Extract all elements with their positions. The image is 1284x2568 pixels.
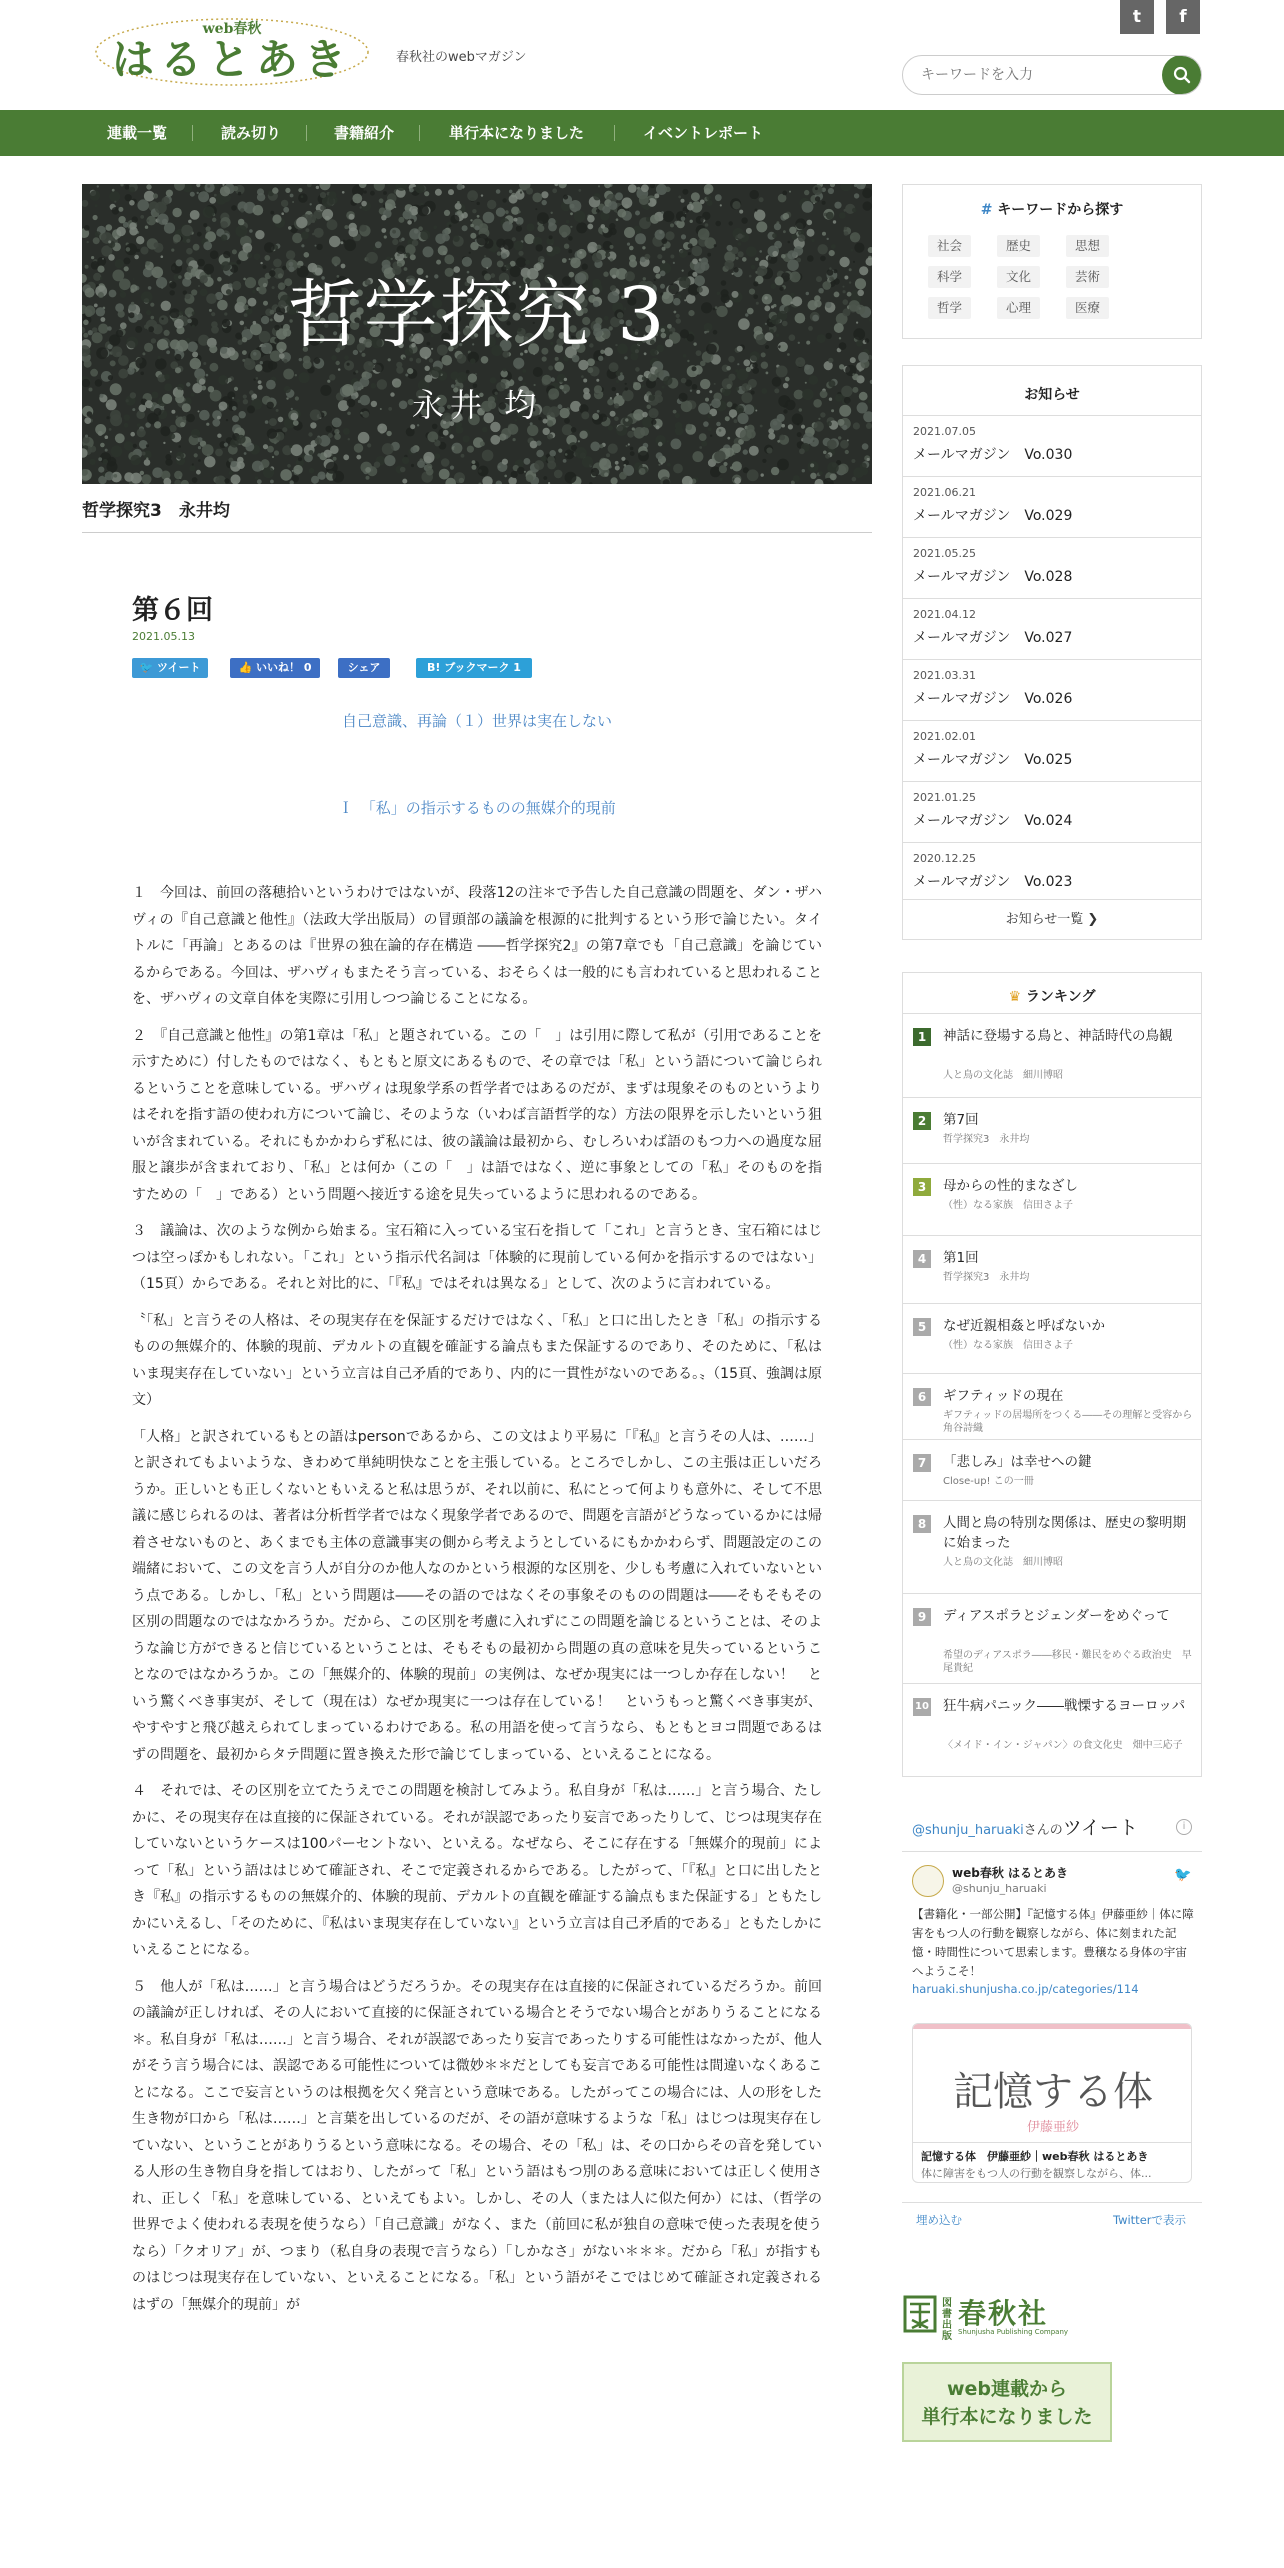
nav-published-books[interactable]: 単行本になりました (449, 124, 585, 142)
nav-event-report[interactable]: イベントレポート (643, 124, 764, 142)
quote-paragraph: 〝「私」と言うその人格は、その現実存在を保証するだけではなく、「私」と口に出したとき「私」の指示するものの無媒介的、体験的現前、デカルトの直観を確証する論点もまた保証するのであり、そのために、「私はいま現実存在していない」という立言は自己矛盾的であり、内的に一貫性がないのである。〟（15頁、強調は原文） (132, 1312, 822, 1408)
card-book-author: 伊藤亜紗 (1026, 2120, 1079, 2135)
site-tagline: 春秋社のwebマガジン (396, 50, 527, 65)
ranking-item[interactable] (903, 1235, 1201, 1303)
divider (902, 2202, 1202, 2203)
ranking-panel (902, 972, 1202, 1777)
ranking-title: 狂牛病パニック――戦慄するヨーロッパ (943, 1698, 1186, 1714)
hero-author: 永井 均 (411, 386, 543, 424)
news-date: 2020.12.25 (913, 852, 976, 865)
news-item[interactable] (903, 781, 1201, 842)
news-item[interactable] (903, 598, 1201, 659)
search-icon (1173, 66, 1191, 84)
nav-divider (306, 125, 307, 141)
banner-line-2: 単行本になりました (921, 2406, 1093, 2428)
global-nav (0, 110, 1284, 156)
nav-divider (614, 125, 615, 141)
news-panel (902, 365, 1202, 940)
view-on-twitter-link[interactable]: Twitterで表示 (1112, 2213, 1186, 2227)
card-caption-title: 記憶する体 伊藤亜紗｜web春秋 はるとあき (921, 2150, 1149, 2163)
ranking-title: ギフティッドの現在 (943, 1388, 1064, 1404)
ranking-item[interactable] (903, 1439, 1201, 1500)
news-title: メールマガジン Vo.029 (913, 508, 1073, 524)
tweet-text: 【書籍化・一部公開】『記憶する体』伊藤亜紗｜体に障害をもつ人の行動を観察しながら、体に刻まれた記憶・時間性について思索します。豊穣なる身体の宇宙へようこそ！ (912, 1907, 1194, 1978)
news-date: 2021.03.31 (913, 669, 976, 682)
keyword-tag[interactable]: 社会 (928, 235, 971, 257)
search-input[interactable] (903, 56, 1161, 94)
ranking-meta: 人と鳥の文化誌 細川博昭 (943, 1557, 1063, 1568)
hatena-bookmark-button[interactable]: B! ブックマーク 1 (416, 658, 532, 678)
twitter-bird-icon: 🐦 (139, 661, 154, 674)
nav-one-shot[interactable]: 読み切り (221, 124, 282, 142)
article-subheading: 自己意識、再論（１）世界は実在しない (341, 712, 612, 730)
site-logo[interactable] (92, 14, 372, 88)
avatar[interactable] (912, 1865, 944, 1897)
ranking-meta: 人と鳥の文化誌 細川博昭 (943, 1070, 1063, 1081)
ranking-number: 3 (913, 1178, 931, 1196)
hero-image (82, 184, 872, 484)
hero-title: 哲学探究 3 (287, 272, 667, 358)
publisher-roman: Shunjusha Publishing Company (958, 2328, 1069, 2336)
series-title: 哲学探究3 永井均 (82, 501, 230, 521)
info-icon[interactable]: i (1176, 1819, 1192, 1835)
paragraph: ２ 『自己意識と他性』の第1章は「私」と題されている。この「 」は引用に際して私が（引用であることを示すために）付したものではなく、もともと原文にあるもので、その章では「私」という語について論じられるということを意味している。ザハヴィは現象学系の哲学者ではあるのだが、まずは現象そのものというよりはそれを指す語の使われ方について論じ、そのような（いわば言語哲学的な）方法の限界を示したいという狙いが含まれている。それにもかかわらず私には、彼の議論は最初から、むしろいわば語のもつ力への過度な屈服と譲歩が含まれており、「私」とは何か（この「 」は語ではなく、逆に事象としての「私」そのものを指すための「 」である）という問題へ接近する途を見失っているように思われるのである。 (132, 1027, 822, 1203)
ranking-title: ディアスポラとジェンダーをめぐって (943, 1608, 1170, 1624)
nav-book-reviews[interactable]: 書籍紹介 (334, 124, 395, 142)
publisher-small-text: 図書出版 (942, 2298, 952, 2342)
news-item[interactable] (903, 659, 1201, 720)
ranking-number: 9 (913, 1608, 931, 1626)
divider (913, 2142, 1192, 2143)
ranking-item[interactable] (903, 1013, 1201, 1097)
ranking-number: 7 (913, 1454, 931, 1472)
news-item[interactable] (903, 415, 1201, 476)
card-book-title: 記憶する体 (953, 2069, 1153, 2115)
card-caption-text: 体に障害をもつ人の行動を観察しながら、体... (921, 2167, 1152, 2180)
news-date: 2021.04.12 (913, 608, 976, 621)
timeline-header: @shunju_haruakiさんのツイート (912, 1817, 1138, 1839)
ranking-item[interactable] (903, 1683, 1201, 1776)
nav-divider (192, 125, 193, 141)
tweet-button[interactable] (132, 658, 208, 678)
crown-icon: ♛ (1008, 989, 1022, 1005)
paragraph: 「人格」と訳されているもとの語はpersonであるから、この文はより平易に「『私』と言うその人は、……」と訳されてもよいような、きわめて単純明快なことを主張している。ところでしかし、この主張は正しいだろうか。正しいとも正しくないともいえると私は思うが、それ以前に、私にとって何よりも意外に、そして不思議に感じられるのは、著者は分析哲学者ではなく現象学者であるので、問題を言語がどうなっているかには帰着させないものと、あくまでも主体の意識事実の側から考えようとしているにもかかわらず、問題設定のこの端緒において、この文を言う人が自分のか他人なのかという根源的な区別を、少しも考慮に入れていないという点である。しかし、「私」という問題は――その語のではなくその事象そのものの問題は――そもそもその区別の問題なのではなかろうか。だから、この区別を考慮に入れずにこの問題を論じるということは、そのような論じ方ができると信じているということは、そもそもの最初から問題の真の意味を見失っているということなのではなかろうか。この「無媒介的、体験的現前」の実例は、なぜか現実には一つしか存在しない！ という驚くべき事実が、そして（現在は）なぜか現実に一つは存在している！ というもっと驚くべき事実が、やすやすと飛び越えられてしまっているわけである。私の用語を使って言うなら、もともとヨコ問題であるはずの問題を、最初からタテ問題に置き換えた形で論じてしまっている、といえることになる。 (132, 1428, 822, 1763)
news-title: メールマガジン Vo.024 (913, 813, 1073, 829)
keyword-panel (902, 184, 1202, 339)
ranking-item[interactable] (903, 1163, 1201, 1235)
nav-divider (419, 125, 420, 141)
ranking-title: 第1回 (943, 1250, 979, 1266)
news-item[interactable] (903, 842, 1201, 903)
ranking-title: 第7回 (943, 1112, 979, 1128)
nav-series-list[interactable]: 連載一覧 (107, 124, 168, 142)
twitter-icon[interactable]: t (1120, 0, 1154, 34)
article-title: 第６回 (132, 595, 213, 626)
news-title: メールマガジン Vo.030 (913, 447, 1073, 463)
ranking-item[interactable] (903, 1500, 1201, 1593)
keyword-panel-title: # キーワードから探す (980, 202, 1124, 218)
like-button[interactable] (230, 658, 320, 678)
keyword-tag[interactable]: 科学 (928, 266, 971, 288)
paragraph: １ 今回は、前回の落穂拾いというわけではないが、段落12の注＊で予告した自己意識の問題を、ダン・ザハヴィの『自己意識と他性』（法政大学出版局）の冒頭部の議論を根源的に批判するという形で論じたい。タイトルに「再論」とあるのは『世界の独在論的存在構造 ――哲学探究2』の第7章でも「自己意識」を論じているからである。今回は、ザハヴィもまたそう言っている、おそらくは一般的にも言われていると思われることを、ザハヴィの文章自体を実際に引用しつつ論じることになる。 (132, 885, 822, 1007)
like-label: いいね！ 0 (256, 661, 312, 674)
divider (902, 1851, 1202, 1852)
ranking-number: 1 (913, 1028, 931, 1046)
banner-line-1: web連載から (946, 2378, 1068, 2400)
share-button[interactable]: シェア (338, 658, 390, 678)
news-panel-title: お知らせ (1024, 387, 1080, 403)
ranking-item[interactable] (903, 1303, 1201, 1373)
ranking-title: 神話に登場する鳥と、神話時代の鳥観 (943, 1028, 1173, 1044)
ranking-meta: 〈メイド・イン・ジャパン〉の食文化史 畑中三応子 (943, 1740, 1183, 1751)
paragraph: ５ 他人が「私は……」と言う場合はどうだろうか。その現実存在は直接的に保証されているだろうか。前回の議論が正しければ、その人において直接的に保証されている場合とそうでない場合とがありうることになる＊。私自身が「私は……」と言う場合、それが誤認であったり妄言であったりする可能性はなかったが、他人がそう言う場合には、誤認である可能性については微妙＊＊だとしても妄言である可能性は間違いなくあることになる。ここで妄言というのは根拠を欠く発言という意味である。したがってこの場合には、人の形をした生き物が口から「私は……」と言葉を出しているのだが、その語が意味するような「私」はじつは現実存在していない、ということがありうるという意味になる。その場合、その「私」は、その口からその音を発している人形の生き物自身を指してはおり、したがって「私」という語はもつ別のある意味においては正しく使用され、正しく「私」を意味している、といえてもよい。しかし、その人（または人に似た何か）には、（哲学の世界でよく使われる表現を使うなら）「自己意識」がなく、また（前回に私が独自の意味で使った表現を使うなら）「クオリア」が、つまり（私自身の表現で言うなら）「しかなさ」がない＊＊＊。だから「私」が指すものはじつは現実存在していない、といえることになる。「私」という語がそこではじめて確証され定義されるはずの「無媒介的現前」が (132, 1978, 822, 2313)
ranking-number: 5 (913, 1318, 931, 1336)
ranking-title: 母からの性的まなざし (943, 1178, 1078, 1194)
ranking-title: 「悲しみ」は幸せへの鍵 (943, 1454, 1092, 1470)
news-date: 2021.07.05 (913, 425, 976, 438)
ranking-number: 2 (913, 1112, 931, 1130)
keyword-tag[interactable]: 芸術 (1066, 266, 1109, 288)
keyword-tag[interactable]: 文化 (997, 266, 1040, 288)
ranking-title: 人間と鳥の特別な関係は、歴史の黎明期に始まった (943, 1515, 1186, 1551)
news-date: 2021.06.21 (913, 486, 976, 499)
logo-main-text: はるとあき (111, 35, 353, 84)
news-item[interactable] (903, 720, 1201, 781)
ranking-number: 8 (913, 1515, 931, 1533)
tweet-link[interactable]: haruaki.shunjusha.co.jp/categories/114 (912, 1982, 1139, 1996)
ranking-item[interactable] (903, 1097, 1201, 1163)
search-box (902, 55, 1202, 95)
article-date: 2021.05.13 (132, 630, 195, 643)
news-title: メールマガジン Vo.025 (913, 752, 1073, 768)
card-accent (913, 2024, 1192, 2029)
ranking-number: 10 (913, 1698, 931, 1716)
publisher-logo[interactable] (902, 2290, 1072, 2340)
twitter-timeline (902, 1805, 1202, 2255)
ranking-item[interactable] (903, 1373, 1201, 1439)
ranking-meta: 哲学探究3 永井均 (943, 1272, 1030, 1283)
ranking-title: なぜ近親相姦と呼ばないか (943, 1318, 1105, 1334)
news-more-link[interactable]: お知らせ一覧 ❯ (903, 899, 1201, 939)
paragraph: ３ 議論は、次のような例から始まる。宝石箱に入っている宝石を指して「これ」と言うとき、宝石箱にはじつは空っぽかもしれない。「これ」という指示代名詞は「体験的に現前している何かを指示するのではない」（15頁）からである。それと対比的に、「『私』ではそれは異なる」として、次のように言われている。 (132, 1223, 822, 1292)
divider (82, 532, 872, 533)
ranking-item[interactable] (903, 1593, 1201, 1683)
search-button[interactable] (1162, 55, 1202, 95)
ranking-number: 4 (913, 1250, 931, 1268)
keyword-tag[interactable]: 思想 (1066, 235, 1109, 257)
hash-icon: # (980, 202, 993, 218)
ranking-meta: Close-up! この一冊 (943, 1476, 1034, 1487)
news-item[interactable] (903, 537, 1201, 598)
article-section-heading: Ｉ 「私」の指示するものの無媒介的現前 (338, 799, 616, 817)
news-date: 2021.01.25 (913, 791, 976, 804)
news-title: メールマガジン Vo.028 (913, 569, 1073, 585)
ranking-meta: ギフティッドの居場所をつくる――その理解と受容から 角谷詩織 (943, 1410, 1203, 1434)
news-date: 2021.05.25 (913, 547, 976, 560)
keyword-tag[interactable]: 医療 (1066, 297, 1109, 319)
tweet-label: ツイート (157, 661, 201, 674)
account-handle[interactable]: @shunju_haruaki (952, 1882, 1047, 1895)
site-header (0, 0, 1284, 110)
ranking-meta: 哲学探究3 永井均 (943, 1134, 1030, 1145)
publisher-name: 春秋社 (958, 2297, 1049, 2330)
ranking-meta: （性）なる家族 信田さよ子 (943, 1340, 1073, 1351)
tweet-card[interactable] (912, 2023, 1192, 2183)
keyword-tag[interactable]: 哲学 (928, 297, 971, 319)
facebook-icon[interactable]: f (1166, 0, 1200, 34)
news-title: メールマガジン Vo.023 (913, 874, 1073, 890)
ranking-panel-title: ♛ ランキング (1008, 989, 1096, 1005)
news-date: 2021.02.01 (913, 730, 976, 743)
article-body (132, 880, 822, 2568)
keyword-tag[interactable]: 心理 (997, 297, 1040, 319)
publisher-emblem-icon (902, 2294, 938, 2334)
embed-link[interactable]: 埋め込む (916, 2213, 962, 2227)
news-title: メールマガジン Vo.027 (913, 630, 1073, 646)
paragraph: ４ それでは、その区別を立てたうえでこの問題を検討してみよう。私自身が「私は……」と言う場合、たしかに、その現実存在は直接的に保証されている。それが誤認であったり妄言であったりして、じつは現実存在していないというケースは100パーセントない、といえる。なぜなら、そこに存在する「無媒介的現前」によって「私」という語ははじめて確証され、そこで定義されるからである。したがって、「『私』と口に出したとき『私』の指示するものの無媒介的、体験的現前、デカルトの直観を確証する論点もまた保証する」ともたしかにいえるし、「そのために、『私はいま現実存在していない』という立言は自己矛盾的である」ともたしかにいえることになる。 (132, 1783, 822, 1958)
keyword-tag[interactable]: 歴史 (997, 235, 1040, 257)
book-banner[interactable] (902, 2362, 1112, 2442)
logo-small-text: web春秋 (202, 21, 262, 37)
ranking-number: 6 (913, 1388, 931, 1406)
ranking-meta: 希望のディアスポラ――移民・難民をめぐる政治史 早尾貴紀 (943, 1650, 1192, 1674)
ranking-meta: （性）なる家族 信田さよ子 (943, 1200, 1073, 1211)
news-item[interactable] (903, 476, 1201, 537)
thumbs-up-icon: 👍 (238, 661, 253, 674)
news-title: メールマガジン Vo.026 (913, 691, 1073, 707)
twitter-bird-icon: 🐦 (1174, 1867, 1192, 1883)
account-name[interactable]: web春秋 はるとあき (952, 1866, 1068, 1880)
